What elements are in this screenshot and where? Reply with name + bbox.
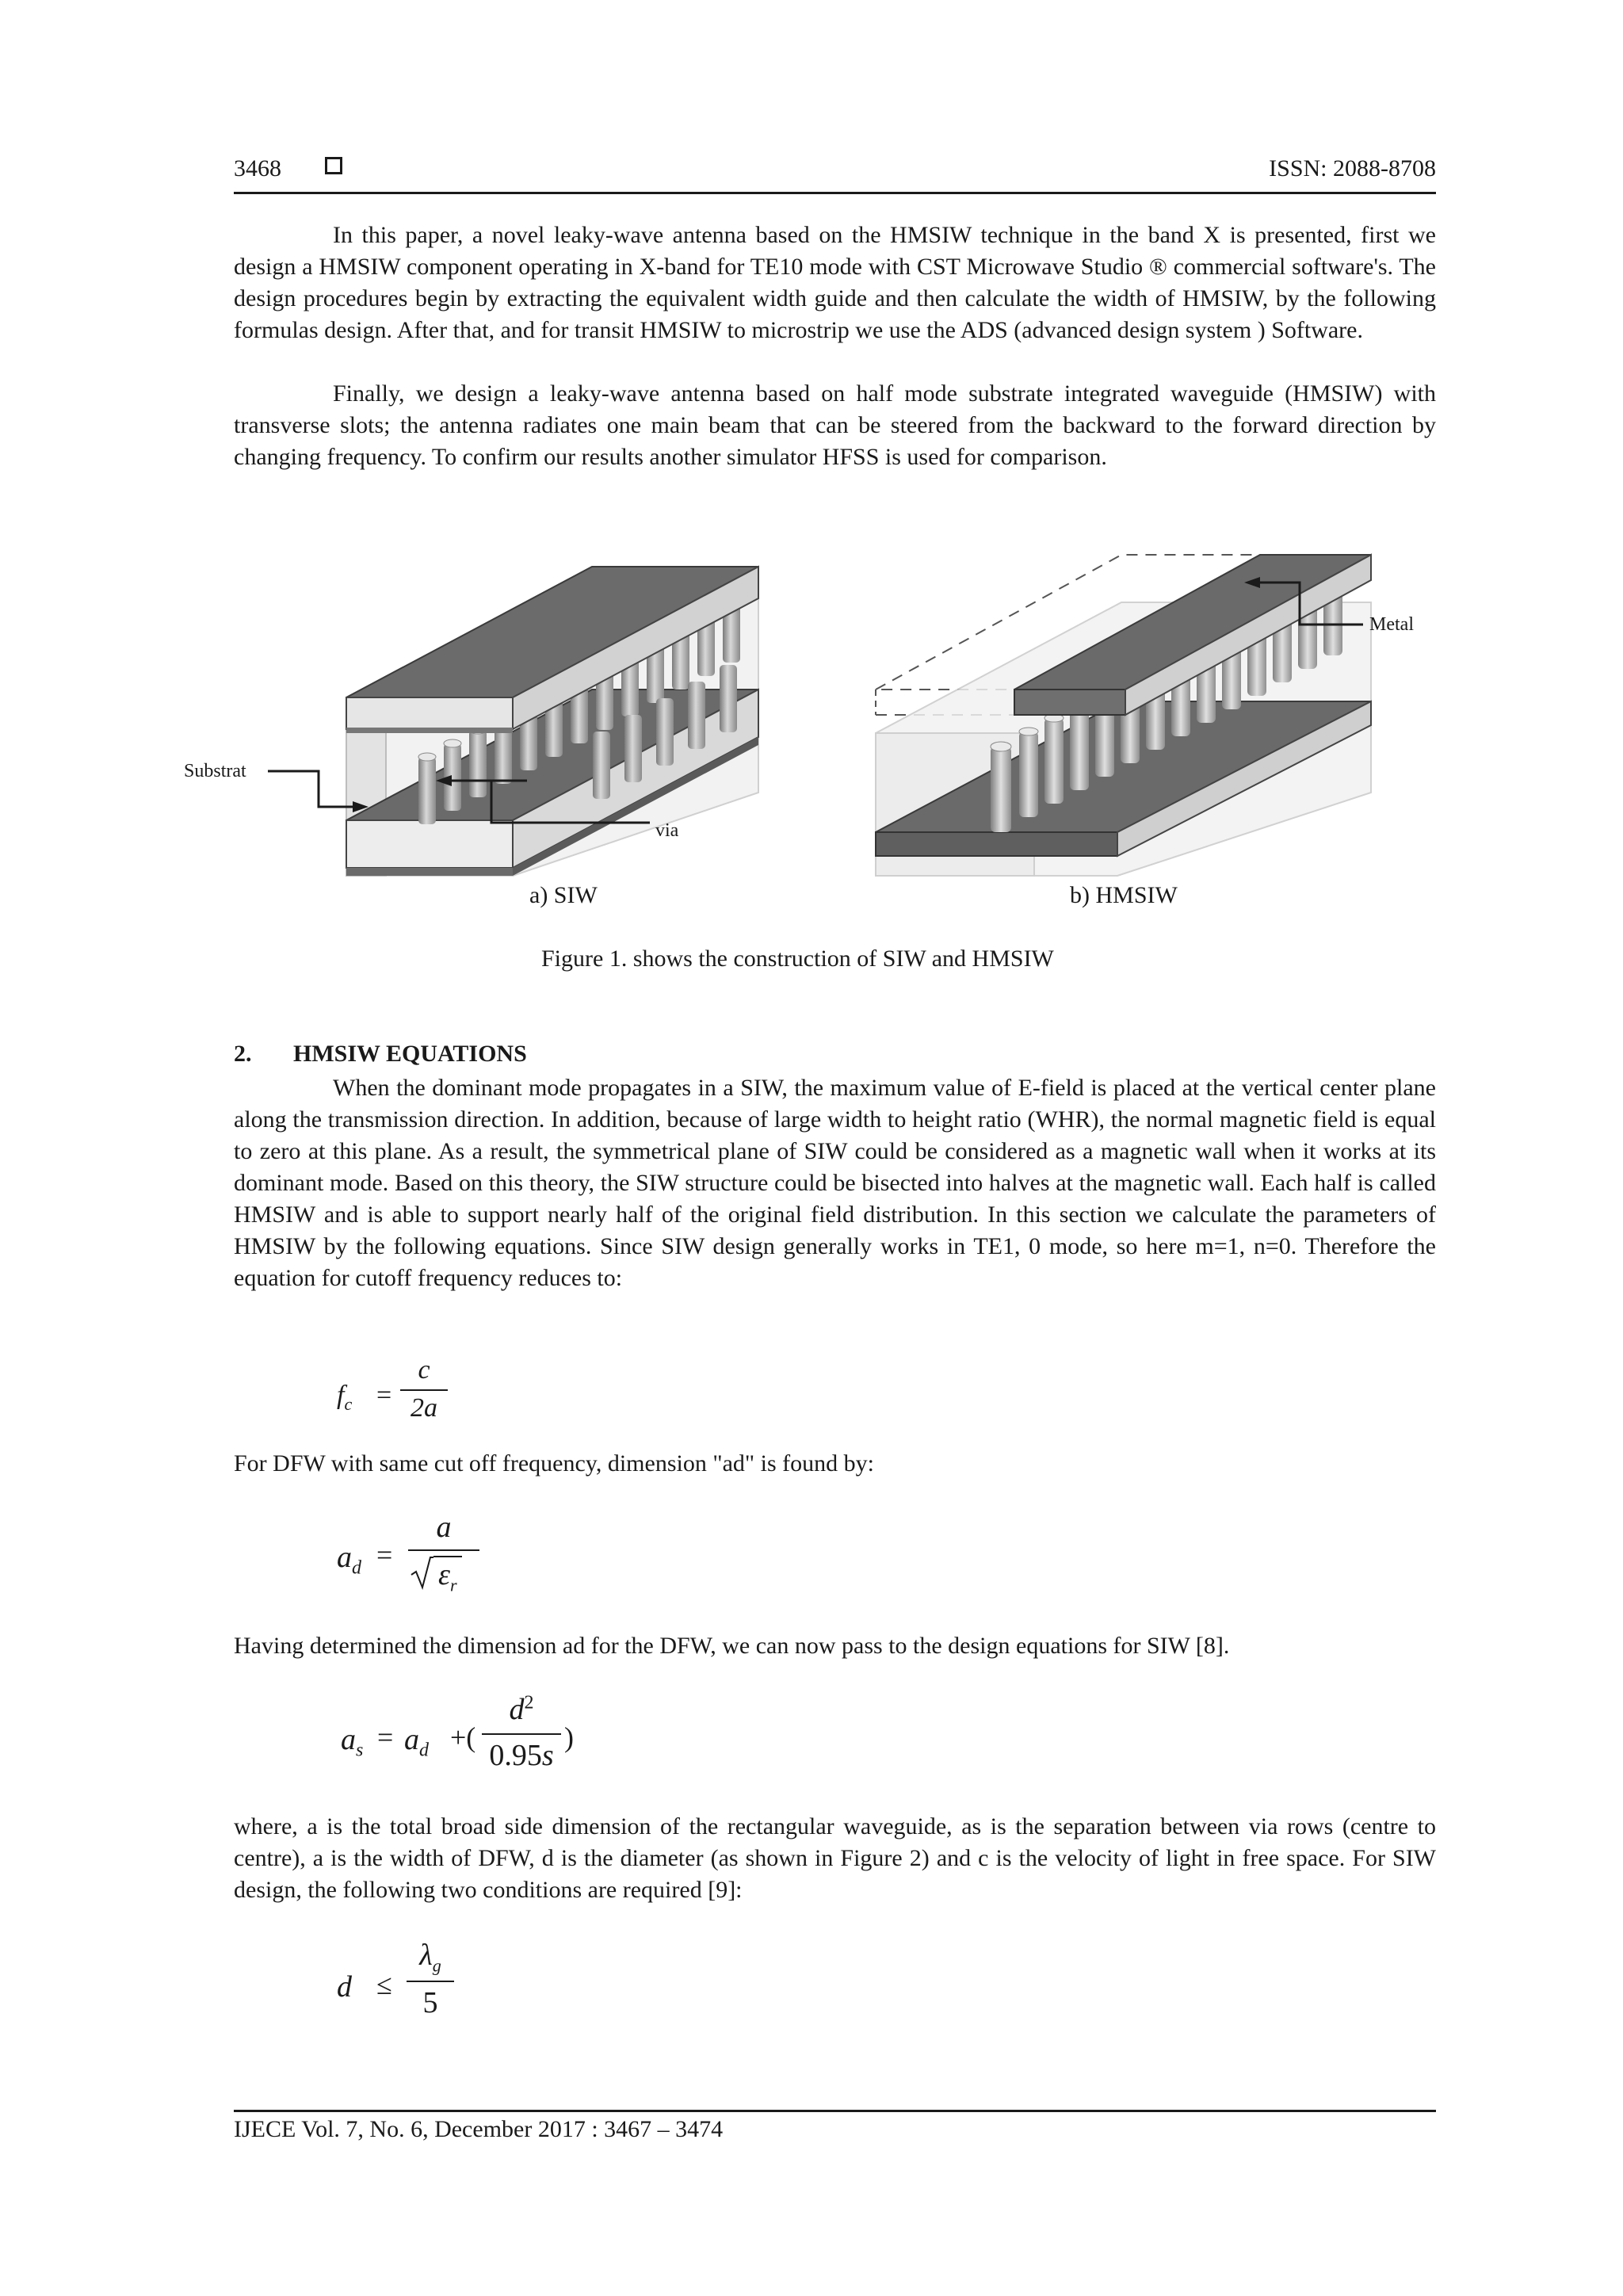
text-dfw: For DFW with same cut off frequency, dimension "ad" is found by: xyxy=(234,1450,874,1477)
checkbox-glyph-icon xyxy=(325,157,342,174)
header-rule xyxy=(234,192,1436,194)
section-2-paragraph-1: When the dominant mode propagates in a SIW, the maximum value of E-field is placed at the vertical center plane along the transmission direction. In addition, because of large width to height ratio (WHR), the normal magnetic field is equal to zero at this plane. As a result, the symmetrical plane of SIW could be considered as a magnetic wall when it works at its dominant mode. Based on this theory, the SIW structure could be bisected into halves at the magnetic wall. Each half is called HMSIW and is able to support nearly half of the original field distribution. In this section we calculate the parameters of HMSIW by the following equations. Since SIW design generally works in TE1, 0 mode, so here m=1, n=0. Therefore the equation for cutoff frequency reduces to: xyxy=(234,1075,1436,1291)
hmsiw-drawing xyxy=(876,555,1371,876)
figure-1-caption: Figure 1. shows the construction of SIW and HMSIW xyxy=(541,946,1054,972)
equation-via-diameter: d ≤ $\lambda_g$ 5 xyxy=(337,1938,495,2025)
intro-paragraph-2: Finally, we design a leaky-wave antenna based on half mode substrate integrated waveguide (HMSIW) with transverse slots; the antenna radiates one main beam that can be steered from the backward to the forward direction by changing frequency. To confirm our results another simulator HFSS is used for comparison. xyxy=(234,380,1436,470)
siw-drawing xyxy=(346,567,758,876)
footer-rule xyxy=(234,2110,1436,2112)
figure-1 xyxy=(174,539,1474,888)
sqrt-icon xyxy=(410,1554,433,1591)
intro-paragraph-1: In this paper, a novel leaky-wave antenna based on the HMSIW technique in the band X is presented, first we design a HMSIW component operating in X-band for TE10 mode with CST Microwave Studio ® commercial software's. The design procedures begin by extracting the equivalent width guide and then calculate the width of HMSIW, by the following formulas design. After that, and for transit HMSIW to microstrip we use the ADS (advanced design system ) Software. xyxy=(234,222,1436,343)
text-having: Having determined the dimension ad for the DFW, we can now pass to the design equations for SIW [8]. xyxy=(234,1633,1230,1659)
section-number: 2. xyxy=(234,1041,252,1067)
issn: ISSN: 2088-8708 xyxy=(1269,155,1436,181)
label-via: via xyxy=(655,820,679,841)
label-substrat: Substrat xyxy=(184,761,246,781)
footer-citation: IJECE Vol. 7, No. 6, December 2017 : 3467 – 3474 xyxy=(234,2116,724,2142)
section-title: HMSIW EQUATIONS xyxy=(293,1041,527,1067)
figure-1-sub-a: a) SIW xyxy=(529,882,598,908)
equation-cutoff-frequency: $f_c$ = c 2a xyxy=(337,1355,464,1435)
page-number: 3468 xyxy=(234,155,281,181)
figure-1-sub-b: b) HMSIW xyxy=(1070,882,1178,908)
equation-siw-width: $a_s$ = $a_d$ +( $d^2$ 0.95s ) xyxy=(341,1692,574,1772)
equation-dfw-width: $a_d$ = a $\varepsilon_r$ xyxy=(337,1510,495,1597)
text-where: where, a is the total broad side dimension of the rectangular waveguide, as is the separation between via rows (centre to centre), a is the width of DFW, d is the diameter (as shown in Figure 2) and c is the velocity of light in free space. For SIW design, the following two conditions are required [9]: xyxy=(234,1813,1436,1903)
label-metal: Metal xyxy=(1369,614,1414,635)
section-2-heading xyxy=(234,1041,527,1068)
